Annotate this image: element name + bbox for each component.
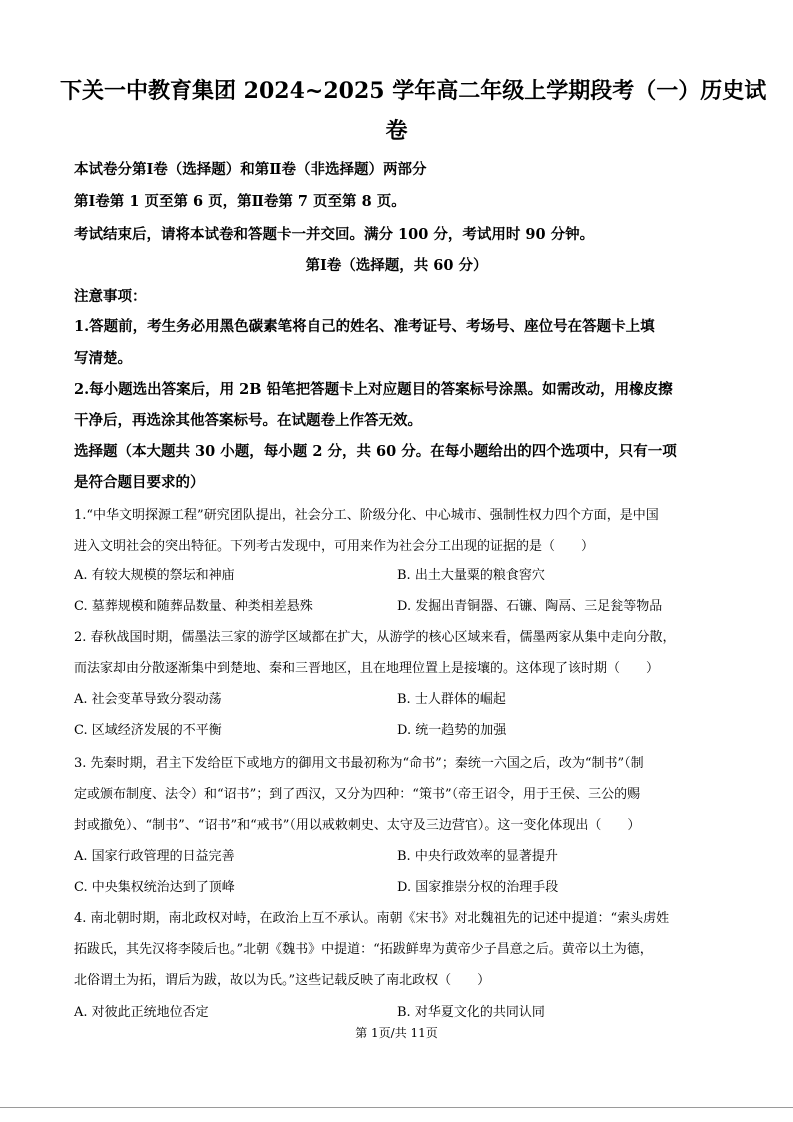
page-bottom-divider [0, 1107, 793, 1108]
question-3-line-3: 封或撤免）、“制书”、“诏书”和“戒书”（用以戒敕刺史、太守及三边营官）。这一变化体现出（ ） [74, 818, 641, 833]
question-2-line-1: 2. 春秋战国时期，儒墨法三家的游学区域都在扩大，从游学的核心区域来看，儒墨两家从集中走向分散， [74, 630, 676, 645]
question-1-line-1: 1.“中华文明探源工程”研究团队提出，社会分工、阶级分化、中心城市、强制性权力四个方面，是中国 [74, 508, 659, 523]
question-4-line-3: 北俗谓土为拓，谓后为跋，故以为氏。”这些记载反映了南北政权（ ） [74, 973, 491, 988]
question-4-option-b: B. 对华夏文化的共同认同 [397, 1005, 545, 1020]
question-3-option-a: A. 国家行政管理的日益完善 [74, 849, 235, 864]
notice-line-1: 1.答题前，考生务必用黑色碳素笔将自己的姓名、准考证号、考场号、座位号在答题卡上填 [74, 318, 655, 335]
question-2-line-2: 而法家却由分散逐渐集中到楚地、秦和三晋地区，且在地理位置上是接壤的。这体现了该时期（ ） [74, 661, 660, 676]
intro-line-2: 第Ⅰ卷第 1 页至第 6 页，第Ⅱ卷第 7 页至第 8 页。 [74, 193, 406, 210]
question-2-option-d: D. 统一趋势的加强 [397, 723, 507, 738]
notice-line-4: 干净后，再选涂其他答案标号。在试题卷上作答无效。 [74, 412, 422, 429]
notice-line-2: 写清楚。 [74, 350, 132, 367]
notice-title: 注意事项： [74, 288, 147, 305]
question-3-line-2: 定或颁布制度、法令）和“诏书”；到了西汉，又分为四种：“策书”（帝王诏令，用于王侯、三公的赐 [74, 787, 641, 802]
page-footer: 第 1页/共 11页 [355, 1026, 438, 1040]
intro-line-1: 本试卷分第Ⅰ卷（选择题）和第Ⅱ卷（非选择题）两部分 [74, 161, 427, 178]
intro-line-3: 考试结束后，请将本试卷和答题卡一并交回。满分 100 分，考试用时 90 分钟。 [74, 226, 595, 243]
question-3-option-b: B. 中央行政效率的显著提升 [397, 849, 558, 864]
question-1-option-c: C. 墓葬规模和随葬品数量、种类相差悬殊 [74, 599, 313, 614]
question-4-line-1: 4. 南北朝时期，南北政权对峙，在政治上互不承认。南朝《宋书》对北魏祖先的记述中提道：“索头虏姓 [74, 911, 670, 926]
question-2-option-c: C. 区域经济发展的不平衡 [74, 723, 222, 738]
instruction-line-2: 是符合题目要求的） [74, 474, 205, 491]
question-4-option-a: A. 对彼此正统地位否定 [74, 1005, 209, 1020]
section-title: 第Ⅰ卷（选择题，共 60 分） [305, 257, 488, 274]
exam-title-line-2: 卷 [385, 118, 408, 144]
question-3-option-d: D. 国家推崇分权的治理手段 [397, 880, 559, 895]
question-4-line-2: 拓跋氏，其先汉将李陵后也。”北朝《魏书》中提道：“拓跋鲜卑为黄帝少子昌意之后。黄帝以土为德， [74, 942, 653, 957]
question-2-option-a: A. 社会变革导致分裂动荡 [74, 692, 222, 707]
question-1-option-b: B. 出土大量粟的粮食窖穴 [397, 568, 545, 583]
question-2-option-b: B. 士人群体的崛起 [397, 692, 506, 707]
question-1-option-a: A. 有较大规模的祭坛和神庙 [74, 568, 235, 583]
notice-line-3: 2.每小题选出答案后，用 2B 铅笔把答题卡上对应题目的答案标号涂黑。如需改动，用橡皮擦 [74, 381, 673, 398]
question-3-line-1: 3. 先秦时期，君主下发给臣下或地方的御用文书最初称为“命书”；秦统一六国之后，改为“制书”（制 [74, 756, 644, 771]
question-1-line-2: 进入文明社会的突出特征。下列考古发现中，可用来作为社会分工出现的证据的是（ ） [74, 539, 595, 554]
question-1-option-d: D. 发掘出青铜器、石镰、陶鬲、三足瓮等物品 [397, 599, 663, 614]
question-3-option-c: C. 中央集权统治达到了顶峰 [74, 880, 235, 895]
exam-title-line-1: 下关一中教育集团 2024~2025 学年高二年级上学期段考（一）历史试 [60, 78, 767, 104]
instruction-line-1: 选择题（本大题共 30 小题，每小题 2 分，共 60 分。在每小题给出的四个选项中，只有一项 [74, 443, 677, 460]
